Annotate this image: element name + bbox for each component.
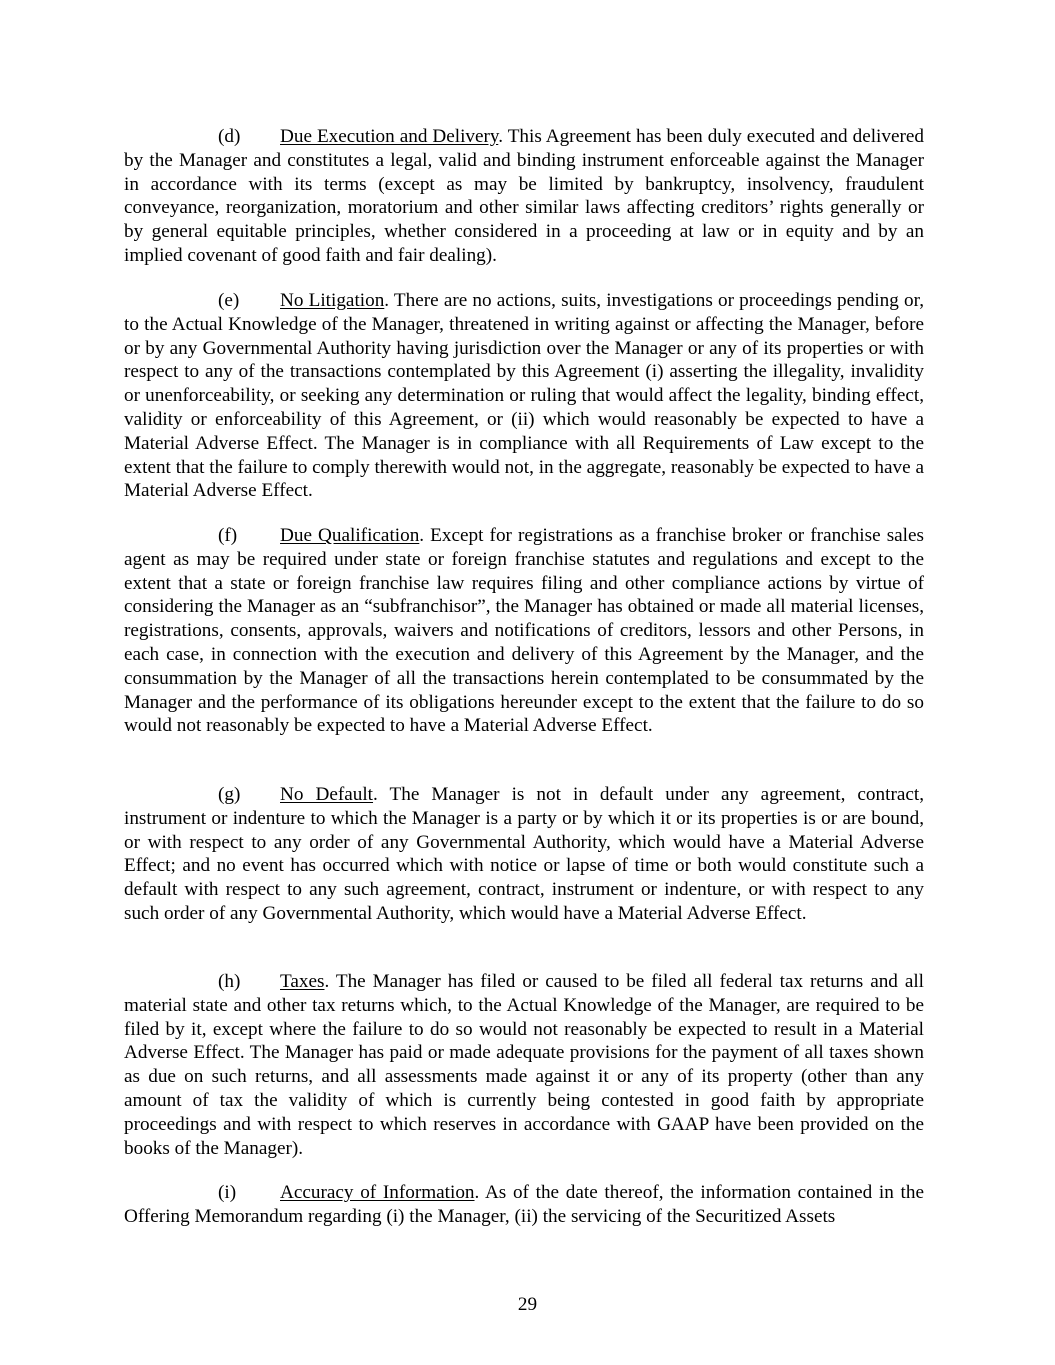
paragraph-number: (h) [218, 971, 241, 992]
page-number: 29 [517, 1294, 538, 1315]
paragraph-body: . There are no actions, suits, investigations or proceedings pending or, to the Actual Knowledge of the Manager, threatened in writing against or affecting the Manager, before or by any Governmental Authority having jurisdiction over the Manager or any of its properties or with respect to any of the transactions contemplated by this Agreement (i) asserting the illegality, invalidity or unenforceability, or seeking any determination or ruling that would affect the legality, binding effect, validity or enforceability of this Agreement, or (ii) which would reasonably be expected to have a Material Adverse Effect. The Manager is in compliance with all Requirements of Law except to the extent that the failure to comply therewith would not, in the aggregate, reasonably be expected to have a Material Adverse Effect. [124, 290, 924, 502]
paragraph-heading: Due Execution and Delivery [280, 126, 499, 147]
paragraph-heading: Due Qualification [280, 525, 420, 546]
paragraph-d [124, 125, 924, 268]
paragraph-number: (d) [218, 126, 241, 147]
paragraph-heading: No Litigation [280, 290, 385, 311]
paragraph-heading: Taxes [280, 971, 325, 992]
paragraph-body: . This Agreement has been duly executed and delivered by the Manager and constitutes a legal, valid and binding instrument enforceable against the Manager in accordance with its terms (except as may be limited by bankruptcy, insolvency, fraudulent conveyance, reorganization, moratorium and other similar laws affecting creditors’ rights generally or by general equitable principles, whether considered in a proceeding at law or in equity and by an implied covenant of good faith and fair dealing). [124, 126, 925, 266]
paragraph-body: . The Manager has filed or caused to be filed all federal tax returns and all material state and other tax returns which, to the Actual Knowledge of the Manager, are required to be filed by it, except where the failure to do so would not reasonably be expected to result in a Material Adverse Effect. The Manager has paid or made adequate provisions for the payment of all taxes shown as due on such returns, and all assessments made against it or any of its property (other than any amount of tax the validity of which is currently being contested in good faith by appropriate proceedings and with respect to which reserves in accordance with GAAP have been provided on the books of the Manager). [124, 971, 924, 1159]
paragraph-i [124, 1181, 924, 1229]
paragraph-body: . As of the date thereof, the information contained in the Offering Memorandum regarding (i) the Manager, (ii) the servicing of the Securitized Assets [124, 1182, 924, 1227]
paragraph-f [124, 524, 924, 738]
paragraph-e [124, 289, 924, 503]
paragraph-heading: Accuracy of Information [280, 1182, 475, 1203]
paragraph-number: (e) [218, 290, 240, 311]
paragraph-g [124, 783, 924, 926]
paragraph-body: . Except for registrations as a franchise broker or franchise sales agent as may be required under state or foreign franchise statutes and regulations and except to the extent that a state or foreign franchise law requires filing and other compliance actions by virtue of considering the Manager as an “subfranchisor”, the Manager has obtained or made all material licenses, registrations, consents, approvals, waivers and notifications of creditors, lessors and other Persons, in each case, in connection with the execution and delivery of this Agreement by the Manager, and the consummation by the Manager of all the transactions herein contemplated to be consummated by the Manager and the performance of its obligations hereunder except to the extent that the failure to do so would not reasonably be expected to have a Material Adverse Effect. [124, 525, 924, 737]
paragraph-number: (g) [218, 784, 241, 805]
paragraph-h [124, 970, 924, 1160]
paragraph-heading: No Default [280, 784, 374, 805]
paragraph-body: . The Manager is not in default under any agreement, contract, instrument or indenture to which the Manager is a party or by which it or its properties is or are bound, or with respect to any order of any Governmental Authority, which would have a Material Adverse Effect; and no event has occurred which with notice or lapse of time or both would constitute such a default with respect to any such agreement, contract, instrument or indenture, or with respect to any such order of any Governmental Authority, which would have a Material Adverse Effect. [124, 784, 924, 924]
paragraph-number: (i) [218, 1182, 237, 1203]
paragraph-number: (f) [218, 525, 238, 546]
